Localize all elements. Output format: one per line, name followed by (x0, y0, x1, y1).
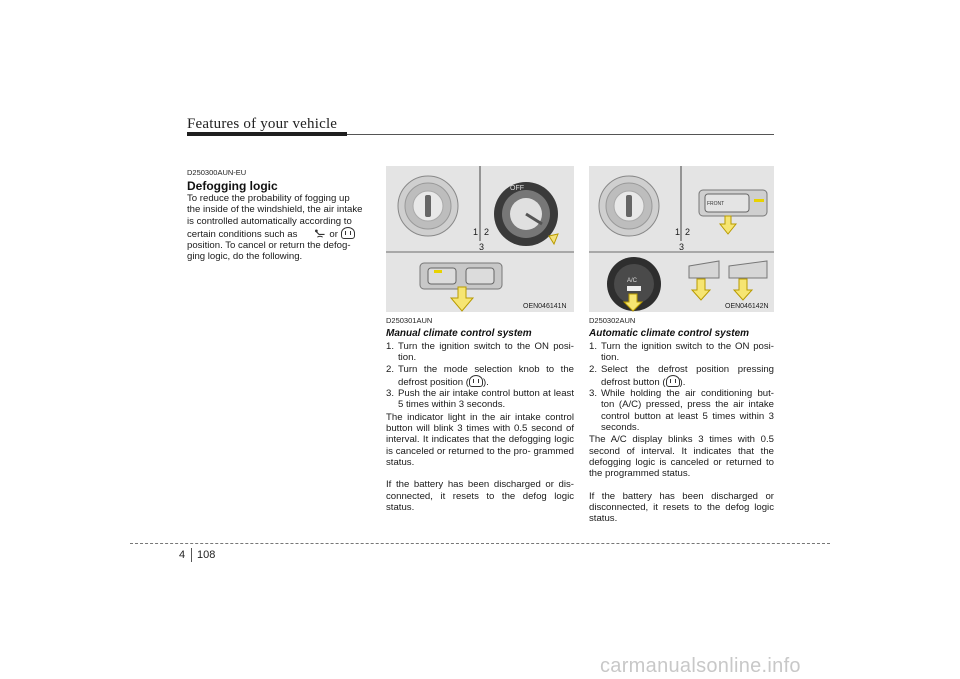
intro-line: position. To cancel or return the defog- (187, 240, 351, 252)
footer-rule (130, 543, 830, 544)
floor-defrost-icon (313, 229, 327, 239)
figure1-label-2: 2 (484, 227, 490, 237)
figure1-label-1: 1 (473, 227, 479, 237)
manual-step: 3. Push the air intake control button at least 5 times within 3 seconds. (386, 388, 574, 411)
figure2-label-2: 2 (685, 227, 691, 237)
manual-code: D250301AUN (386, 316, 433, 325)
automatic-step: 2. Select the defrost position pressing defrost button ( ). (589, 363, 774, 388)
footer-chapter-number: 4 (179, 549, 186, 561)
automatic-section (589, 316, 774, 524)
footer-divider (191, 548, 192, 562)
automatic-para1: The A/C display blinks 3 times with 0.5 second of interval. It indicates that the defogging logic is canceled or returned to the programmed status. (589, 434, 774, 480)
automatic-steps (589, 341, 774, 433)
figure2-caption: OEN046142N (725, 303, 769, 310)
figure-manual-controls (386, 166, 574, 312)
automatic-controls-illustration (589, 166, 774, 312)
intro-or: or (329, 228, 338, 240)
manual-para2: If the battery has been discharged or dis- connected, it resets to the defog logic status. (386, 479, 574, 513)
defrost-icon (341, 227, 355, 239)
page-header-title: Features of your vehicle (187, 116, 338, 132)
intro-line-text: certain conditions such as (187, 228, 298, 240)
defrost-icon (469, 375, 483, 387)
manual-step: 2. Turn the mode selection knob to the defrost position ( ). (386, 363, 574, 388)
figure2-label-3: 3 (679, 242, 685, 252)
automatic-title: Automatic climate control system (589, 328, 750, 339)
intro-paragraph (187, 193, 373, 263)
figure1-caption: OEN046141N (523, 303, 567, 310)
figure-automatic-controls (589, 166, 774, 312)
defrost-icon (666, 375, 680, 387)
intro-line (187, 227, 373, 240)
figure1-label-3: 3 (479, 242, 485, 252)
header-bar (187, 132, 347, 136)
section-code: D250300AUN-EU (187, 168, 247, 177)
intro-line: To reduce the probability of fogging up (187, 193, 350, 204)
manual-para1: The indicator light in the air intake control button will blink 3 times with 0.5 second of interval. It indicates that the defogging logic is canceled or returned to the pro- grammed status. (386, 411, 574, 468)
manual-step: 1. Turn the ignition switch to the ON posi- tion. (386, 341, 574, 364)
figure2-front-label: FRONT (707, 201, 725, 207)
automatic-para2: If the battery has been discharged or disconnected, it resets to the defog logic status. (589, 490, 774, 525)
automatic-step: 3. While holding the air conditioning but- ton (A/C) pressed, press the air intake control button at least 5 times within 3 seconds. (589, 388, 774, 434)
intro-line: the inside of the windshield, the air intake (187, 204, 363, 216)
figure2-label-1: 1 (675, 227, 681, 237)
manual-controls-illustration (386, 166, 574, 312)
intro-line: is controlled automatically according to (187, 215, 352, 227)
intro-line: ging logic, do the following. (187, 251, 303, 263)
automatic-code: D250302AUN (589, 316, 636, 325)
footer-page-number: 108 (197, 549, 216, 561)
section-heading: Defogging logic (187, 179, 278, 193)
header-rule (347, 134, 774, 135)
manual-title: Manual climate control system (386, 328, 532, 339)
manual-steps (386, 341, 574, 411)
watermark: carmanualsonline.info (600, 655, 801, 677)
svg-text:OFF: OFF (510, 185, 524, 192)
svg-text:A/C: A/C (627, 278, 638, 284)
manual-section (386, 316, 574, 513)
automatic-step: 1. Turn the ignition switch to the ON posi- tion. (589, 341, 774, 364)
